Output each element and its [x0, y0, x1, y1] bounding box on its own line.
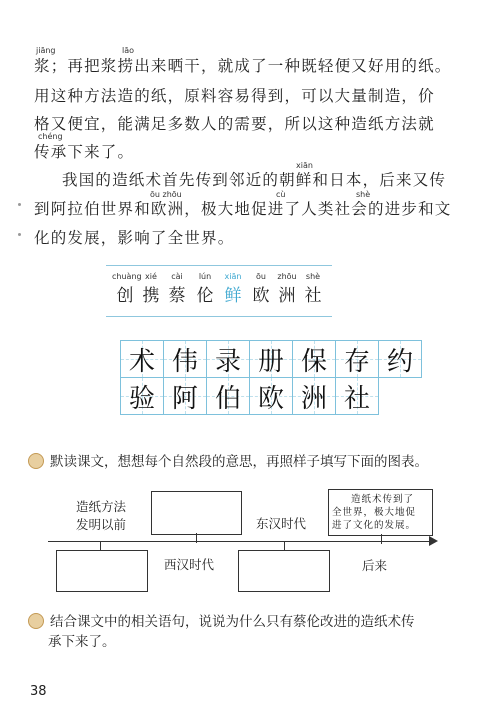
- margin-dot: [18, 203, 21, 206]
- p1-line-4: 传承下来了。: [34, 143, 135, 161]
- timeline-label-before-2: 发明以前: [76, 517, 127, 532]
- grid-char: 欧: [257, 383, 284, 414]
- grid-char: 验: [128, 383, 155, 414]
- vocab-char: 欧: [252, 286, 270, 306]
- vocab-char: 蔡: [168, 286, 186, 306]
- p2-line-2: 到阿拉伯世界和欧洲，极大地促进了人类社会的进步和文: [34, 200, 452, 218]
- grid-cell: [120, 377, 164, 415]
- character-writing-grid: [121, 341, 422, 415]
- vocab-item: [274, 272, 300, 308]
- pinyin-cu: cù: [276, 190, 286, 199]
- grid-cell: [206, 377, 250, 415]
- grid-char: 册: [257, 346, 284, 377]
- grid-cell: [163, 377, 207, 415]
- vocab-item: [112, 272, 142, 308]
- vocab-pinyin: zhōu: [277, 272, 297, 281]
- exercise-badge-icon: [28, 453, 44, 469]
- exercise-badge-icon: [28, 613, 44, 629]
- vocab-item: [164, 272, 190, 308]
- pinyin-ou-zhou: ōu zhōu: [150, 190, 182, 199]
- grid-cell: [249, 340, 293, 378]
- pinyin-she: shè: [356, 190, 371, 199]
- vocab-pinyin: cài: [171, 272, 183, 281]
- blank-answer-box[interactable]: [151, 491, 242, 535]
- p2-line-1: 我国的造纸术首先传到邻近的朝鲜和日本，后来又传: [62, 171, 447, 189]
- vocabulary-box: [106, 265, 332, 317]
- grid-cell: [292, 377, 336, 415]
- grid-cell: [249, 377, 293, 415]
- pinyin-cheng: chéng: [38, 132, 63, 141]
- grid-char: 伟: [171, 346, 198, 377]
- exercise-1-text: 默读课文，想想每个自然段的意思，再照样子填写下面的图表。: [50, 454, 428, 470]
- timeline-axis: [48, 541, 434, 542]
- grid-char: 阿: [171, 383, 198, 414]
- vocab-char: 携: [142, 286, 160, 306]
- blank-answer-box[interactable]: [56, 550, 148, 592]
- p2-line-3: 化的发展，影响了全世界。: [34, 229, 235, 247]
- grid-cell: [163, 340, 207, 378]
- p1-line-3: 格又便宜，能满足多数人的需要，所以这种造纸方法就: [34, 115, 435, 133]
- vocab-pinyin: lún: [198, 272, 212, 281]
- grid-cell: [378, 340, 422, 378]
- pinyin-lao: lāo: [122, 46, 135, 55]
- vocab-pinyin: xiān: [224, 272, 242, 281]
- example-line-2: 全世界，极大地促: [332, 507, 417, 518]
- grid-char: 保: [300, 346, 327, 377]
- pinyin-jiang: jiāng: [36, 46, 56, 55]
- grid-cell: [292, 340, 336, 378]
- grid-char: 存: [343, 346, 370, 377]
- grid-row-2: [121, 378, 422, 415]
- grid-cell: [335, 377, 379, 415]
- vocab-char: 鲜: [224, 286, 242, 306]
- vocab-item: [300, 272, 326, 308]
- grid-char: 社: [343, 383, 370, 414]
- vocab-item-highlighted: [220, 272, 246, 308]
- grid-cell: [335, 340, 379, 378]
- vocab-pinyin: ōu: [256, 272, 266, 281]
- pinyin-xian: xiān: [296, 161, 313, 170]
- exercise-1: [28, 450, 428, 470]
- grid-char: 洲: [300, 383, 327, 414]
- timeline-label-later: 后来: [362, 558, 388, 573]
- vocab-pinyin: xié: [145, 272, 157, 281]
- vocab-char: 洲: [278, 286, 296, 306]
- vocab-item: [138, 272, 164, 308]
- timeline-tick: [196, 533, 197, 543]
- example-line-3: 进了文化的发展。: [332, 520, 417, 531]
- grid-cell: [206, 340, 250, 378]
- p1-line-1: 浆；再把浆捞出来晒干，就成了一种既轻便又好用的纸。: [34, 57, 452, 75]
- vocab-item: [192, 272, 218, 308]
- timeline-tick: [381, 534, 382, 544]
- example-answer-box: [328, 489, 433, 536]
- timeline-label-eastern-han: 东汉时代: [256, 516, 307, 531]
- grid-char: 录: [214, 346, 241, 377]
- blank-answer-box[interactable]: [238, 550, 330, 592]
- vocab-char: 伦: [196, 286, 214, 306]
- grid-row-1: [121, 341, 422, 378]
- margin-dot: [18, 233, 21, 236]
- vocab-item: [248, 272, 274, 308]
- timeline-label-before: 造纸方法: [76, 499, 127, 514]
- arrow-right-icon: [429, 536, 438, 546]
- grid-cell: [120, 340, 164, 378]
- exercise-2-text-line-2: 承下来了。: [48, 634, 116, 650]
- grid-char: 约: [386, 346, 413, 377]
- grid-char: 术: [128, 346, 155, 377]
- p1-line-2: 用这种方法造的纸，原料容易得到，可以大量制造，价: [34, 87, 435, 105]
- grid-char: 伯: [214, 383, 241, 414]
- vocab-char: 社: [304, 286, 322, 306]
- vocab-pinyin: chuàng: [112, 272, 142, 281]
- timeline-label-western-han: 西汉时代: [164, 557, 215, 572]
- example-line-1: 造纸术传到了: [351, 494, 415, 505]
- exercise-2: [28, 612, 468, 652]
- vocab-char: 创: [116, 286, 134, 306]
- vocab-pinyin: shè: [305, 272, 321, 281]
- page-number: 38: [30, 684, 47, 699]
- exercise-2-text-line-1: 结合课文中的相关语句，说说为什么只有蔡伦改进的造纸术传: [50, 614, 415, 630]
